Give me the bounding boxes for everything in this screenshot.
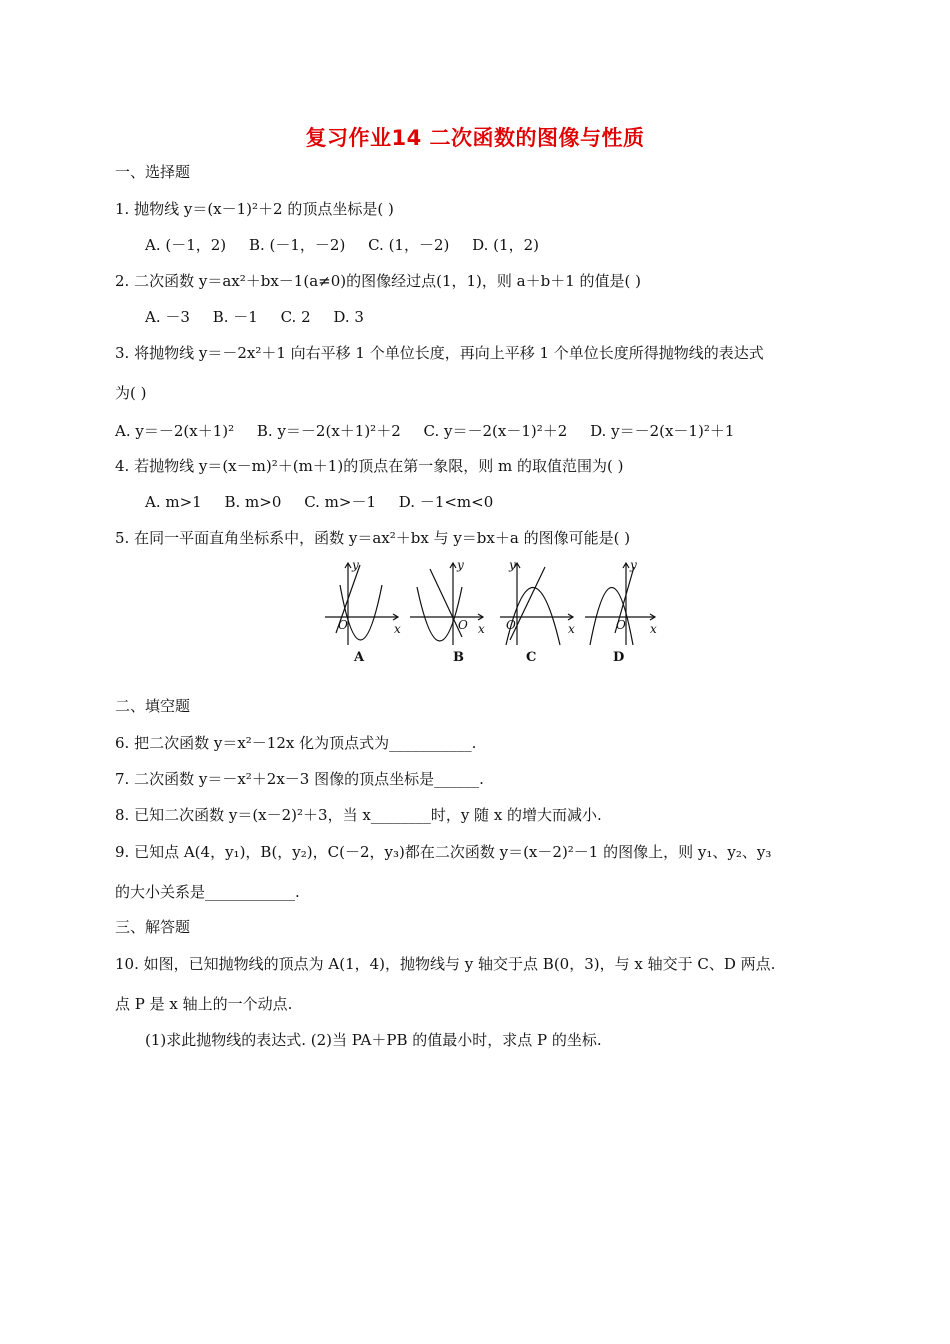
option-b: B. y＝－2(x＋1)²＋2 xyxy=(256,422,401,440)
option-d: D. －1<m<0 xyxy=(398,493,494,511)
axis-x-label: x xyxy=(394,622,401,636)
question-10-cont: 点 P 是 x 轴上的一个动点. xyxy=(115,995,293,1013)
question-3-options xyxy=(115,421,752,441)
option-a: A. m>1 xyxy=(145,493,202,511)
question-5-graphs xyxy=(320,555,660,667)
axis-x-label: x xyxy=(650,622,657,636)
axis-x-label: x xyxy=(568,622,575,636)
option-a: A. －3 xyxy=(145,308,190,326)
option-d: D. y＝－2(x－1)²＋1 xyxy=(590,422,735,440)
option-a: A. (－1，2) xyxy=(145,236,227,254)
graph-b xyxy=(410,563,483,645)
question-3: 3. 将抛物线 y＝－2x²＋1 向右平移 1 个单位长度，再向上平移 1 个单位长度所得抛物线的表达式 xyxy=(115,344,764,362)
origin-label: O xyxy=(506,618,516,632)
origin-label: O xyxy=(338,618,348,632)
graph-d xyxy=(585,563,655,645)
origin-label: O xyxy=(616,618,626,632)
option-b: B. (－1，－2) xyxy=(248,236,346,254)
axis-x-label: x xyxy=(478,622,485,636)
question-9-cont: 的大小关系是____________. xyxy=(115,883,300,901)
option-d: D. (1，2) xyxy=(472,236,539,254)
graph-a xyxy=(325,563,398,645)
section-heading-choice: 一、选择题 xyxy=(115,163,191,181)
option-c: C. 2 xyxy=(280,308,311,326)
question-10: 10. 如图，已知抛物线的顶点为 A(1，4)，抛物线与 y 轴交于点 B(0，3)，与 x 轴交于 C、D 两点. xyxy=(115,955,776,973)
axis-y-label: y xyxy=(509,558,516,572)
graphs-svg xyxy=(320,555,660,667)
question-2: 2. 二次函数 y＝ax²＋bx－1(a≠0)的图像经过点(1，1)，则 a＋b＋1 的值是( ) xyxy=(115,272,641,290)
option-c: C. m>－1 xyxy=(304,493,377,511)
option-b: B. m>0 xyxy=(224,493,282,511)
question-4-options xyxy=(145,492,511,512)
axis-y-label: y xyxy=(457,558,464,572)
section-heading-answer: 三、解答题 xyxy=(115,918,191,936)
graph-c xyxy=(500,563,573,645)
graph-label-d: D xyxy=(613,650,625,665)
question-5: 5. 在同一平面直角坐标系中，函数 y＝ax²＋bx 与 y＝bx＋a 的图像可能是( ) xyxy=(115,529,631,547)
question-7: 7. 二次函数 y＝－x²＋2x－3 图像的顶点坐标是______. xyxy=(115,770,484,788)
section-heading-fill: 二、填空题 xyxy=(115,697,191,715)
question-9: 9. 已知点 A(4，y₁)，B(，y₂)，C(－2，y₃)都在二次函数 y＝(x－2)²－1 的图像上，则 y₁、y₂、y₃ xyxy=(115,843,772,861)
option-a: A. y＝－2(x＋1)² xyxy=(115,422,235,440)
option-b: B. －1 xyxy=(212,308,258,326)
axis-y-label: y xyxy=(630,558,637,572)
graph-label-b: B xyxy=(453,650,464,665)
option-c: C. (1，－2) xyxy=(368,236,450,254)
option-d: D. 3 xyxy=(333,308,364,326)
option-c: C. y＝－2(x－1)²＋2 xyxy=(423,422,568,440)
question-3-cont: 为( ) xyxy=(115,384,147,402)
origin-label: O xyxy=(458,618,468,632)
page-title: 复习作业14 二次函数的图像与性质 xyxy=(305,126,645,150)
graph-label-a: A xyxy=(354,650,365,665)
question-6: 6. 把二次函数 y＝x²－12x 化为顶点式为___________. xyxy=(115,734,477,752)
question-4: 4. 若抛物线 y＝(x－m)²＋(m＋1)的顶点在第一象限，则 m 的取值范围为( ) xyxy=(115,457,624,475)
graph-label-c: C xyxy=(526,650,537,665)
axis-y-label: y xyxy=(352,558,359,572)
question-8: 8. 已知二次函数 y＝(x－2)²＋3，当 x________时，y 随 x 的增大而减小. xyxy=(115,806,602,824)
question-1-options xyxy=(145,235,557,255)
question-10-parts: (1)求此抛物线的表达式. (2)当 PA＋PB 的值最小时，求点 P 的坐标. xyxy=(145,1031,602,1049)
question-1: 1. 抛物线 y＝(x－1)²＋2 的顶点坐标是( ) xyxy=(115,200,394,218)
question-2-options xyxy=(145,307,382,327)
